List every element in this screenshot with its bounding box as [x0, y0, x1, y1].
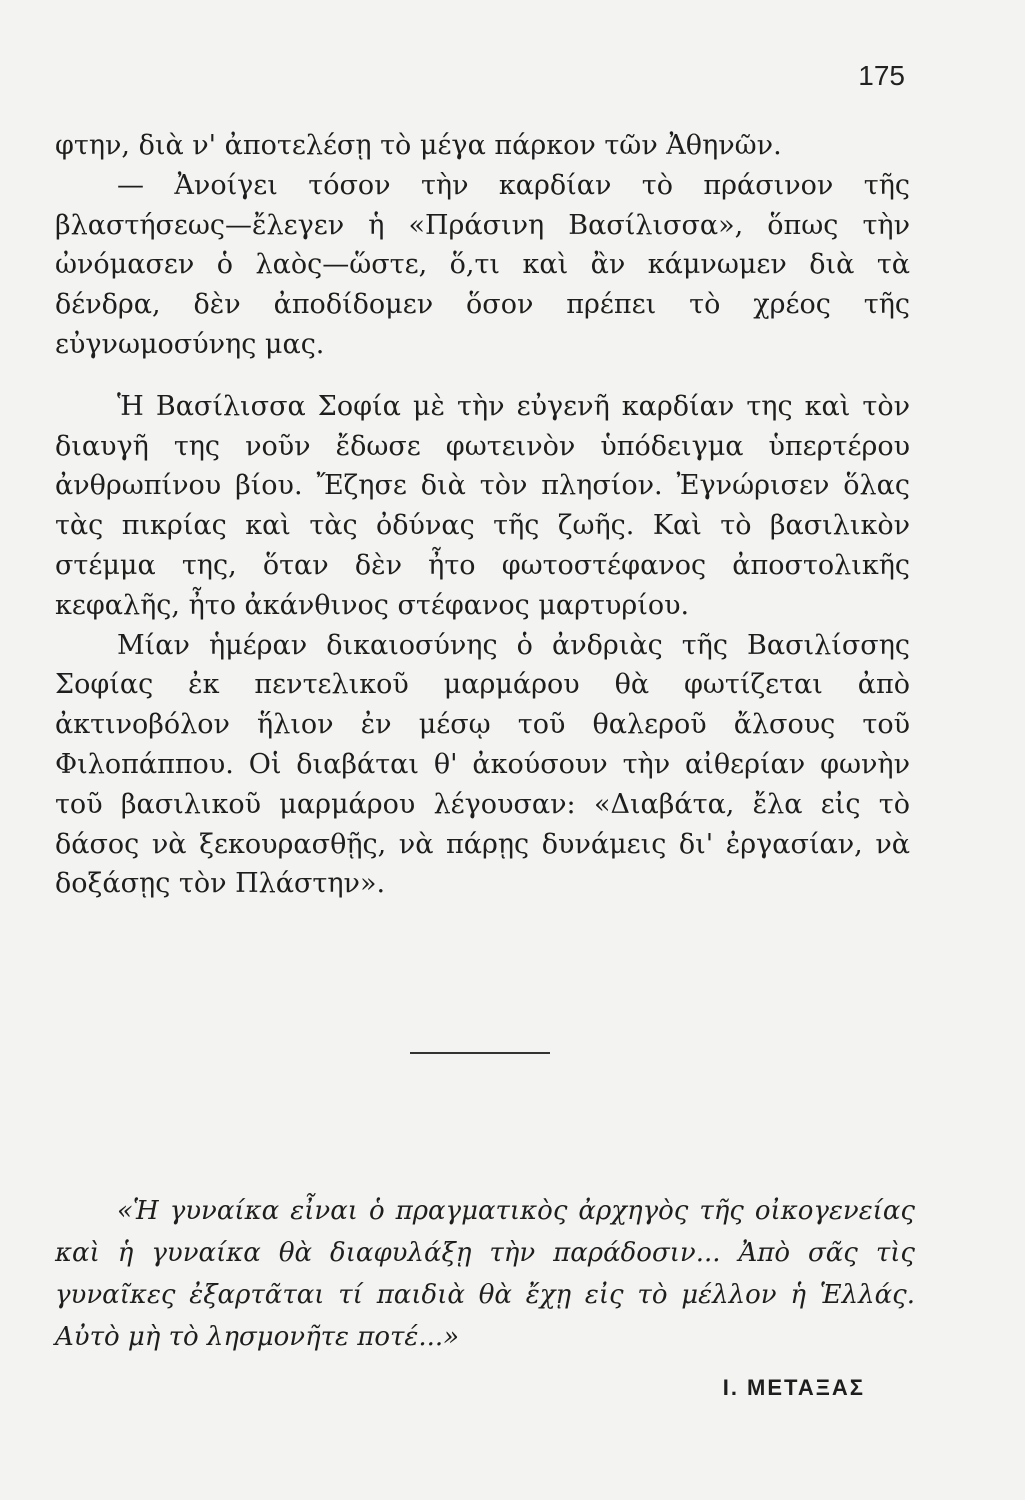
paragraph-continuation: φτην, διὰ ν' ἀποτελέσῃ τὸ μέγα πάρκον τῶν Ἀθηνῶν. — [55, 130, 782, 161]
metaxas-quote: «Ἡ γυναίκα εἶναι ὁ πραγματικὸς ἀρχηγὸς τῆς οἰκογενείας καὶ ἡ γυναίκα θὰ διαφυλάξῃ τὴν παράδοσιν... Ἀπὸ σᾶς τὶς γυναῖκες ἐξαρτᾶται τί παιδιὰ θὰ ἔχῃ εἰς τὸ μέλλον ἡ Ἑλλάς. Αὐτὸ μὴ τὸ λησμονῆτε ποτέ...» — [55, 1196, 915, 1352]
body-text — [55, 126, 910, 904]
page-number: 175 — [858, 60, 905, 91]
section-divider — [410, 1052, 550, 1054]
paragraph-green-queen-quote: — Ἀνοίγει τόσον τὴν καρδίαν τὸ πράσινον τῆς βλαστήσεως—ἔλεγεν ἡ «Πράσινη Βασίλισσα», ὅπως τὴν ὠνόμασεν ὁ λαὸς—ὥστε, ὅ,τι καὶ ἂν κάμνωμεν διὰ τὰ δένδρα, δὲν ἀποδίδομεν ὅσον πρέπει τὸ χρέος τῆς εὐγνωμοσύνης μας. — [55, 169, 910, 360]
quote-signature: Ι. ΜΕΤΑΞΑΣ — [722, 1375, 865, 1400]
paragraph-statue: Μίαν ἡμέραν δικαιοσύνης ὁ ἀνδριὰς τῆς Βασιλίσσης Σοφίας ἐκ πεντελικοῦ μαρμάρου θὰ φωτίζεται ἀπὸ ἀκτινοβόλον ἥλιον ἐν μέσῳ τοῦ θαλεροῦ ἄλσους τοῦ Φιλοπάππου. Οἱ διαβάται θ' ἀκούσουν τὴν αἰθερίαν φωνὴν τοῦ βασιλικοῦ μαρμάρου λέγουσαν: «Διαβάτα, ἔλα εἰς τὸ δάσος νὰ ξεκουρασθῇς, νὰ πάρῃς δυνάμεις δι' ἐργασίαν, νὰ δοξάσῃς τὸν Πλάστην». — [55, 629, 910, 900]
paragraph-queen-sophia: Ἡ Βασίλισσα Σοφία μὲ τὴν εὐγενῆ καρδίαν της καὶ τὸν διαυγῆ της νοῦν ἔδωσε φωτεινὸν ὑπόδειγμα ὑπερτέρου ἀνθρωπίνου βίου. Ἔζησε διὰ τὸν πλησίον. Ἐγνώρισεν ὅλας τὰς πικρίας καὶ τὰς ὀδύνας τῆς ζωῆς. Καὶ τὸ βασιλικὸν στέμμα της, ὅταν δὲν ἦτο φωτοστέφανος ἀποστολικῆς κεφαλῆς, ἦτο ἀκάνθινος στέφανος μαρτυρίου. — [55, 390, 910, 621]
